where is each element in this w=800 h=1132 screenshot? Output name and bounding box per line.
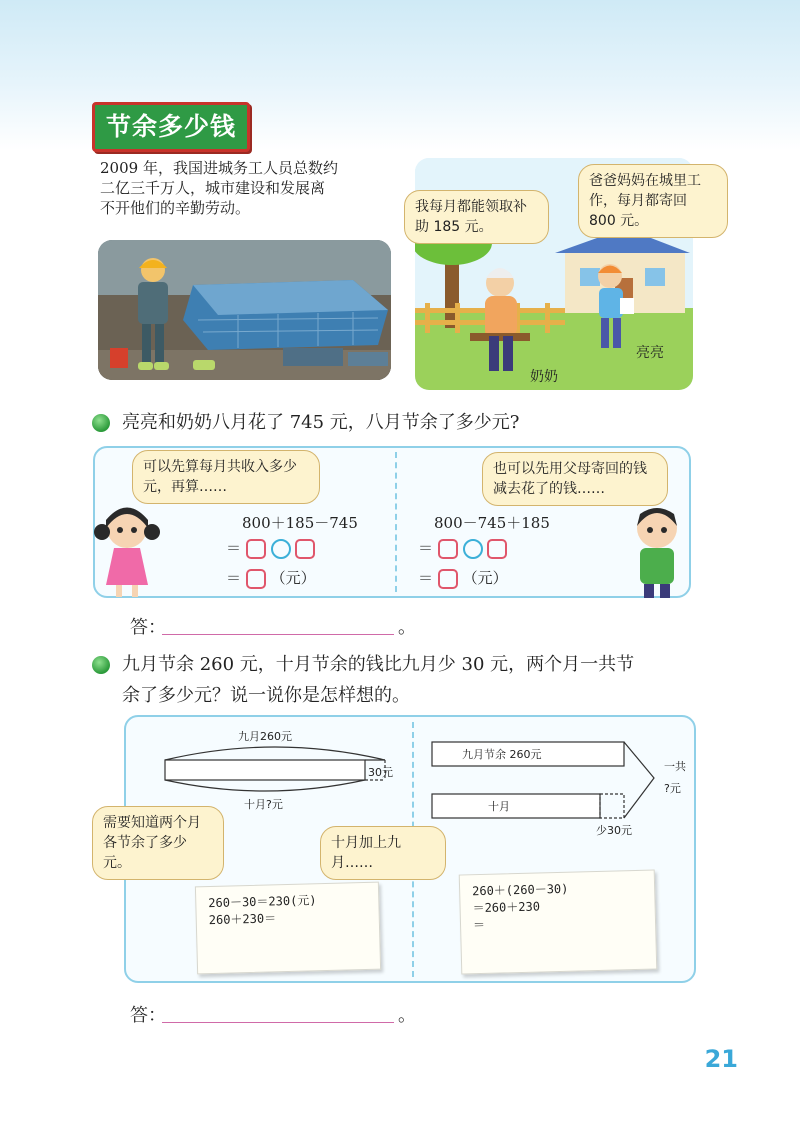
answer-box[interactable] <box>487 539 507 559</box>
diagram-oct-label: 十月?元 <box>244 798 283 811</box>
girl-speech-bubble: 可以先算每月共收入多少元，再算…… <box>132 450 320 504</box>
label-liangliang: 亮亮 <box>636 345 664 361</box>
right-step-2 <box>418 567 508 589</box>
liangliang-speech-bubble: 爸爸妈妈在城里工作，每月都寄回 800 元。 <box>578 164 728 238</box>
boy-character-icon <box>624 500 690 598</box>
intro-text <box>100 158 385 218</box>
operator-circle[interactable] <box>463 539 483 559</box>
left-step-2 <box>226 567 316 589</box>
equals-sign: ＝ <box>226 569 242 587</box>
equals-sign: ＝ <box>418 539 434 557</box>
answer-1-label: 答： <box>130 617 166 638</box>
left-step-1 <box>226 537 315 559</box>
diagram-total-label-1: 一共 <box>664 760 686 773</box>
answer-box[interactable] <box>246 569 266 589</box>
equals-sign: ＝ <box>418 569 434 587</box>
answer-1-field[interactable] <box>162 614 394 635</box>
unit-label: （元） <box>270 569 316 587</box>
diagram-total-label-2: ?元 <box>664 782 681 795</box>
thought-bubble-middle: 十月加上九月…… <box>320 826 446 880</box>
girl-character-icon <box>92 500 162 598</box>
note-line: ＝260＋230 <box>472 899 541 916</box>
panel-divider <box>395 452 397 592</box>
thought-bubble-left: 需要知道两个月各节余了多少元。 <box>92 806 224 880</box>
diagram-sept-label: 九月260元 <box>238 730 292 743</box>
page-number: 21 <box>704 1045 738 1073</box>
work-note-left <box>195 882 381 975</box>
answer-box[interactable] <box>438 569 458 589</box>
equals-sign: ＝ <box>226 539 242 557</box>
diagram-sept-savings-label: 九月节余 260元 <box>462 748 542 761</box>
note-line: 260＋(260－30) <box>471 881 569 899</box>
answer-2-end: 。 <box>398 1005 416 1026</box>
question-1-text: 亮亮和奶奶八月花了 745 元，八月节余了多少元? <box>122 412 520 433</box>
intro-line: 2009 年，我国进城务工人员总数约 <box>100 159 338 177</box>
answer-box[interactable] <box>295 539 315 559</box>
answer-box[interactable] <box>438 539 458 559</box>
worker-photo <box>98 240 391 380</box>
note-line: 260－30＝230(元) <box>208 893 317 911</box>
note-line: ＝ <box>472 917 486 933</box>
answer-box[interactable] <box>246 539 266 559</box>
diagram-diff-label: 30元 <box>368 766 393 779</box>
section-title: 节余多少钱 <box>92 102 250 152</box>
label-grandma: 奶奶 <box>530 369 558 385</box>
left-expression: 800＋185－745 <box>242 514 358 532</box>
bullet-icon <box>92 656 110 674</box>
answer-2-field[interactable] <box>162 1002 394 1023</box>
question-2-text-line-2: 余了多少元？说一说你是怎样想的。 <box>122 685 410 706</box>
intro-line: 不开他们的辛勤劳动。 <box>100 199 251 217</box>
note-line: 260＋230＝ <box>208 911 277 928</box>
operator-circle[interactable] <box>271 539 291 559</box>
unit-label: （元） <box>462 569 508 587</box>
construction-site-illustration <box>98 240 391 380</box>
answer-1-end: 。 <box>398 617 416 638</box>
boy-speech-bubble: 也可以先用父母寄回的钱减去花了的钱…… <box>482 452 668 506</box>
grandma-speech-bubble: 我每月都能领取补助 185 元。 <box>404 190 549 244</box>
answer-2-label: 答： <box>130 1005 166 1026</box>
question-2-text-line-1: 九月节余 260 元，十月节余的钱比九月少 30 元，两个月一共节 <box>122 654 635 675</box>
right-step-1 <box>418 537 507 559</box>
diagram-oct-bar-label: 十月 <box>488 800 510 813</box>
work-note-right <box>459 869 658 974</box>
right-expression: 800－745＋185 <box>434 514 550 532</box>
intro-line: 二亿三千万人，城市建设和发展离 <box>100 179 326 197</box>
diagram-less-label: 少30元 <box>596 824 632 837</box>
bullet-icon <box>92 414 110 432</box>
